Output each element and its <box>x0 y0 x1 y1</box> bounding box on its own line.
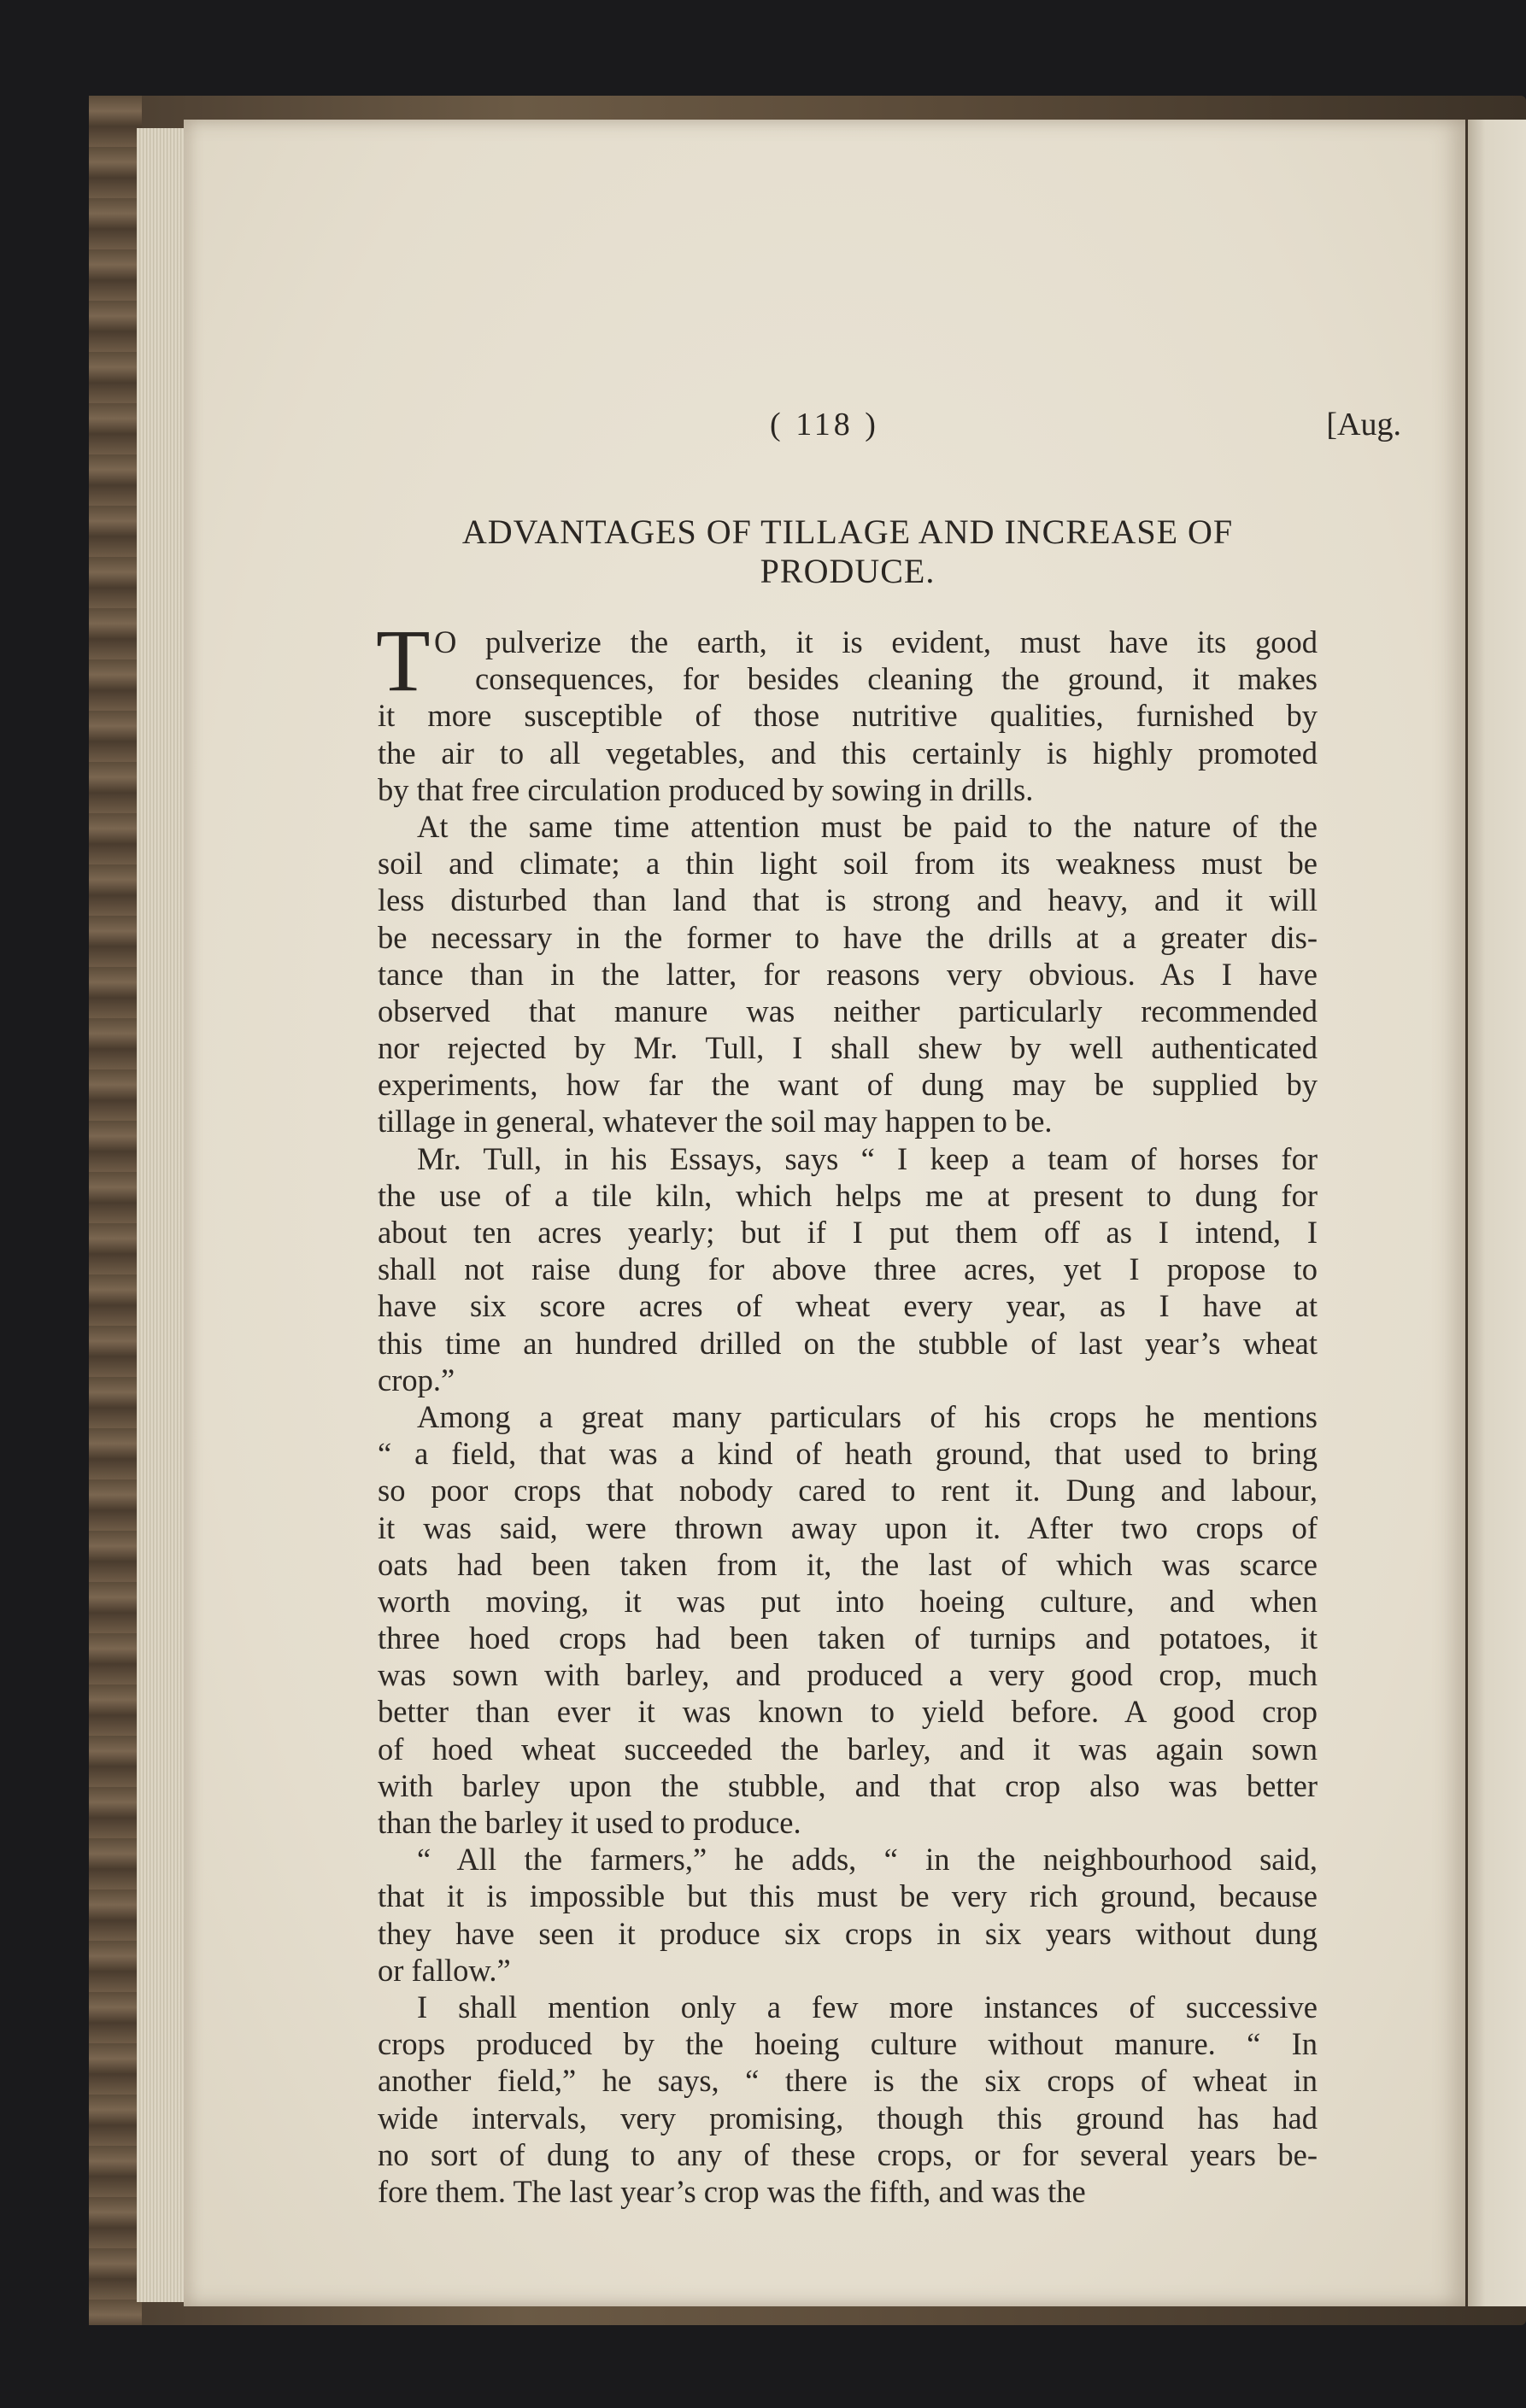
text-line: with barley upon the stubble, and that crop also was better <box>378 1767 1318 1803</box>
text-line: At the same time attention must be paid to the nature of the <box>417 808 1318 844</box>
text-line: worth moving, it was put into hoeing culture, and when <box>378 1583 1318 1619</box>
text-line: experiments, how far the want of dung may be supplied by <box>378 1067 1318 1103</box>
text-line: tillage in general, whatever the soil may happen to be. <box>378 1104 1053 1140</box>
text-line: it more susceptible of those nutritive qualities, furnished by <box>378 698 1318 734</box>
page-header <box>184 406 1465 457</box>
marbled-board-edge <box>89 96 142 2325</box>
text-line: Mr. Tull, in his Essays, says “ I keep a team of horses for <box>417 1140 1318 1176</box>
text-line: the use of a tile kiln, which helps me at present to dung for <box>378 1177 1318 1213</box>
text-line: three hoed crops had been taken of turnips and potatoes, it <box>378 1620 1318 1656</box>
article-body <box>376 612 1318 2210</box>
text-line: fore them. The last year’s crop was the fifth, and was the <box>378 2173 1086 2209</box>
text-line: crops produced by the hoeing culture without manure. “ In <box>378 2026 1318 2062</box>
text-line: so poor crops that nobody cared to rent it. Dung and labour, <box>378 1473 1318 1509</box>
text-line: this time an hundred drilled on the stubble of last year’s wheat <box>378 1325 1318 1361</box>
text-line: Among a great many particulars of his crops he mentions <box>417 1398 1318 1434</box>
text-line: “ All the farmers,” he adds, “ in the neighbourhood said, <box>417 1842 1318 1878</box>
text-line: better than ever it was known to yield before. A good crop <box>378 1694 1318 1730</box>
text-line: it was said, were thrown away upon it. After two crops of <box>378 1509 1318 1545</box>
text-line: crop.” <box>378 1362 455 1397</box>
running-head: [Aug. <box>1326 407 1401 442</box>
book-page <box>184 120 1465 2306</box>
text-line: shall not raise dung for above three acres, yet I propose to <box>378 1251 1318 1287</box>
text-line: “ a field, that was a kind of heath ground, that used to bring <box>378 1436 1318 1472</box>
text-line: no sort of dung to any of these crops, or for several years be- <box>378 2136 1318 2172</box>
text-line: soil and climate; a thin light soil from its weakness must be <box>378 846 1318 882</box>
text-line: observed that manure was neither particularly recommended <box>378 993 1318 1028</box>
text-line: by that free circulation produced by sowing in drills. <box>378 771 1034 807</box>
text-line: tance than in the latter, for reasons very obvious. As I have <box>378 956 1318 992</box>
title-line-1: ADVANTAGES OF TILLAGE AND INCREASE OF <box>461 513 1234 551</box>
text-line: that it is impossible but this must be very rich ground, because <box>378 1878 1318 1914</box>
text-line: about ten acres yearly; but if I put them off as I intend, I <box>378 1215 1318 1250</box>
text-line: or fallow.” <box>378 1952 511 1988</box>
text-line: be necessary in the former to have the drills at a greater dis- <box>378 919 1318 955</box>
text-line: less disturbed than land that is strong and heavy, and it will <box>378 882 1318 918</box>
text-line: wide intervals, very promising, though this ground has had <box>378 2100 1318 2136</box>
text-line: another field,” he says, “ there is the six crops of wheat in <box>378 2063 1318 2099</box>
text-line: I shall mention only a few more instances of successive <box>417 1989 1318 2024</box>
article-title <box>378 513 1318 591</box>
page-edges <box>137 128 188 2302</box>
title-line-2: PRODUCE. <box>760 552 936 590</box>
text-line: the air to all vegetables, and this certainly is highly promoted <box>378 735 1318 770</box>
text-line: they have seen it produce six crops in six years without dung <box>378 1915 1318 1951</box>
text-line: than the barley it used to produce. <box>378 1805 801 1840</box>
text-line: have six score acres of wheat every year, as I have at <box>378 1288 1318 1324</box>
text-line: O pulverize the earth, it is evident, must have its good <box>434 624 1318 659</box>
text-line: consequences, for besides cleaning the ground, it makes <box>475 661 1318 697</box>
text-line: of hoed wheat succeeded the barley, and it was again sown <box>378 1731 1318 1766</box>
text-line: nor rejected by Mr. Tull, I shall shew by well authenticated <box>378 1030 1318 1066</box>
text-line: was sown with barley, and produced a very good crop, much <box>378 1657 1318 1693</box>
page-number: ( 118 ) <box>770 407 879 442</box>
text-line: oats had been taken from it, the last of which was scarce <box>378 1546 1318 1582</box>
facing-page-edge <box>1468 120 1526 2306</box>
drop-cap: T <box>376 612 431 710</box>
